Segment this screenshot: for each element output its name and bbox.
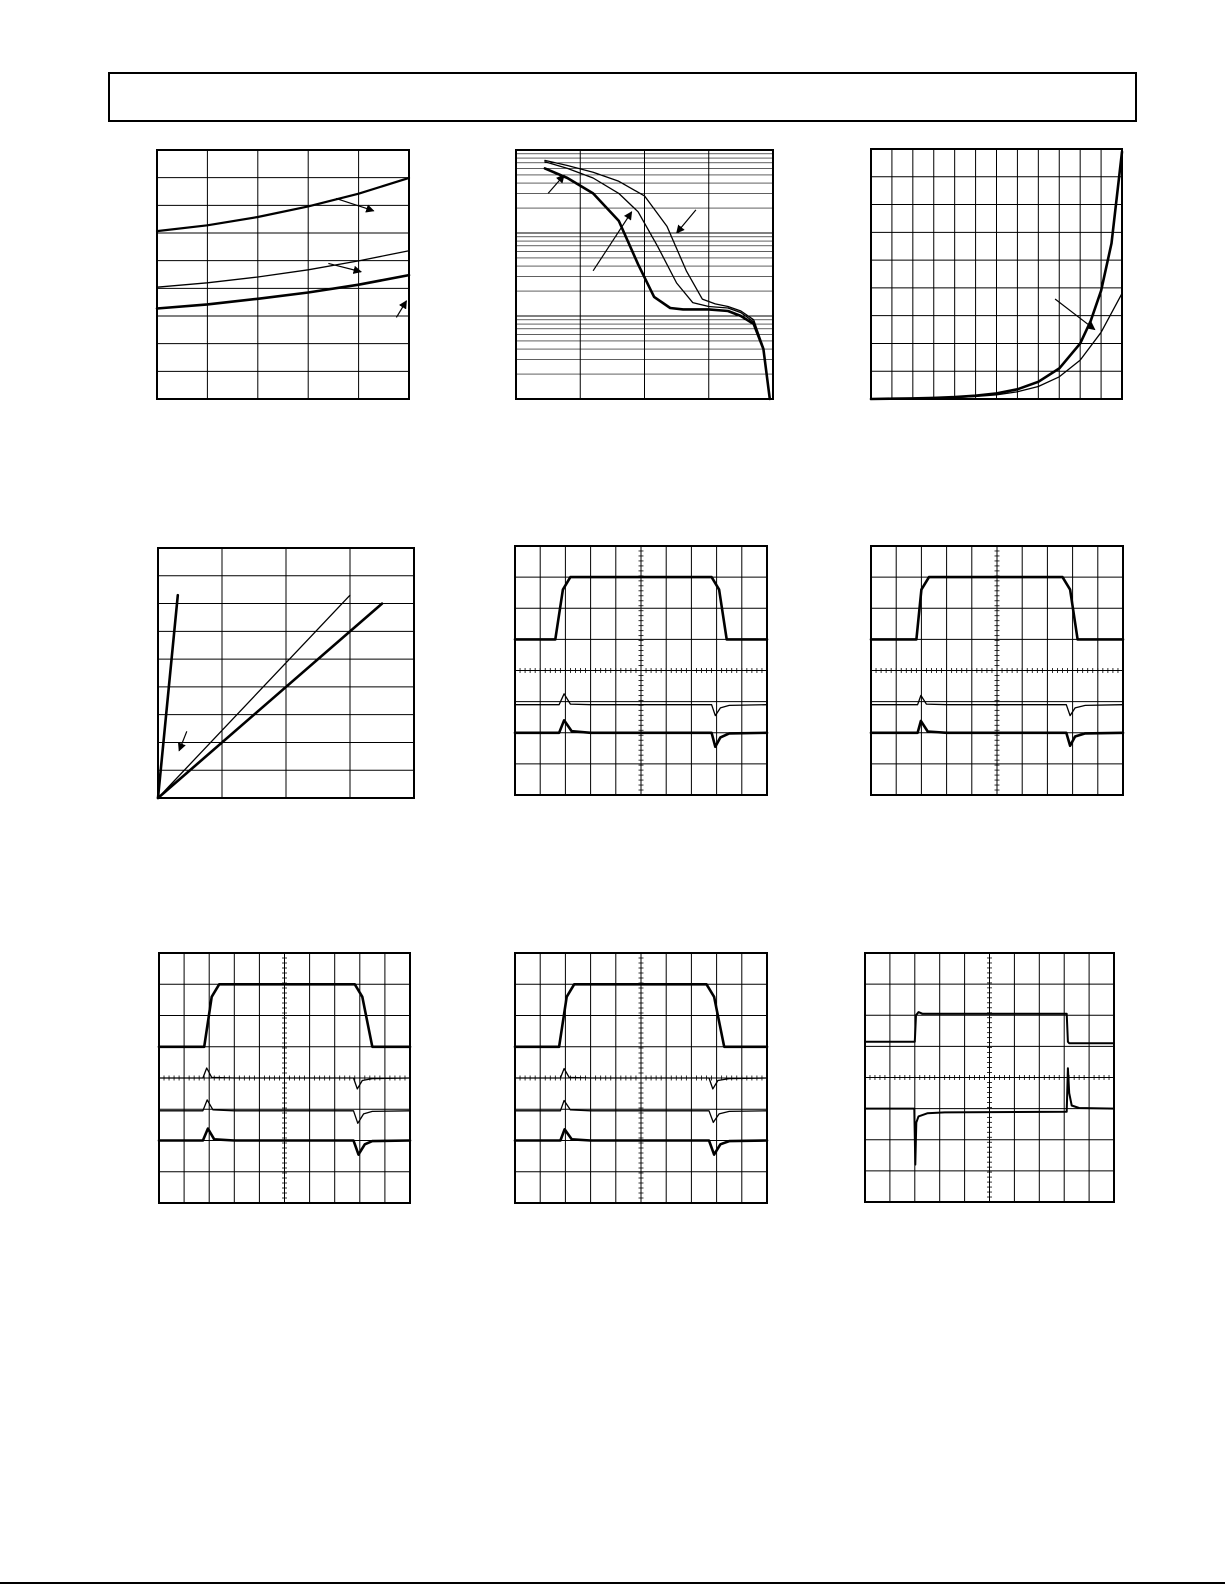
chart-panel-3: [871, 149, 1122, 399]
callout-arrow: [1055, 299, 1095, 330]
series-line-2: [158, 595, 350, 798]
chart-panel-4: [158, 548, 414, 798]
callout-arrow: [677, 210, 696, 233]
plot-frame: [157, 150, 409, 399]
callout-arrow: [179, 731, 187, 750]
callout-arrow: [336, 198, 374, 210]
callout-arrow: [548, 175, 564, 193]
chart-panel-5: [515, 546, 767, 795]
series-line-3: [157, 275, 409, 308]
grid: [871, 546, 1123, 795]
footer-rule: [0, 1582, 1225, 1584]
series-line-3: [545, 160, 770, 399]
chart-panel-2: [516, 150, 773, 399]
grid: [157, 150, 409, 399]
chart-panel-6: [871, 546, 1123, 795]
chart-panel-8: [515, 953, 767, 1203]
series-line-2: [545, 162, 770, 399]
chart-panel-7: [159, 953, 410, 1203]
series-line-1: [157, 178, 409, 231]
callout-arrow: [328, 263, 361, 271]
page-header-box: [108, 72, 1137, 122]
chart-panel-9: [865, 953, 1114, 1202]
series-line-3: [158, 604, 382, 798]
grid: [871, 149, 1122, 399]
callout-arrow: [396, 301, 406, 318]
grid: [158, 548, 414, 798]
grid: [515, 546, 767, 795]
series-line-1: [545, 168, 770, 399]
series-line-1: [158, 595, 178, 798]
chart-panel-1: [157, 150, 409, 399]
grid: [865, 953, 1114, 1202]
